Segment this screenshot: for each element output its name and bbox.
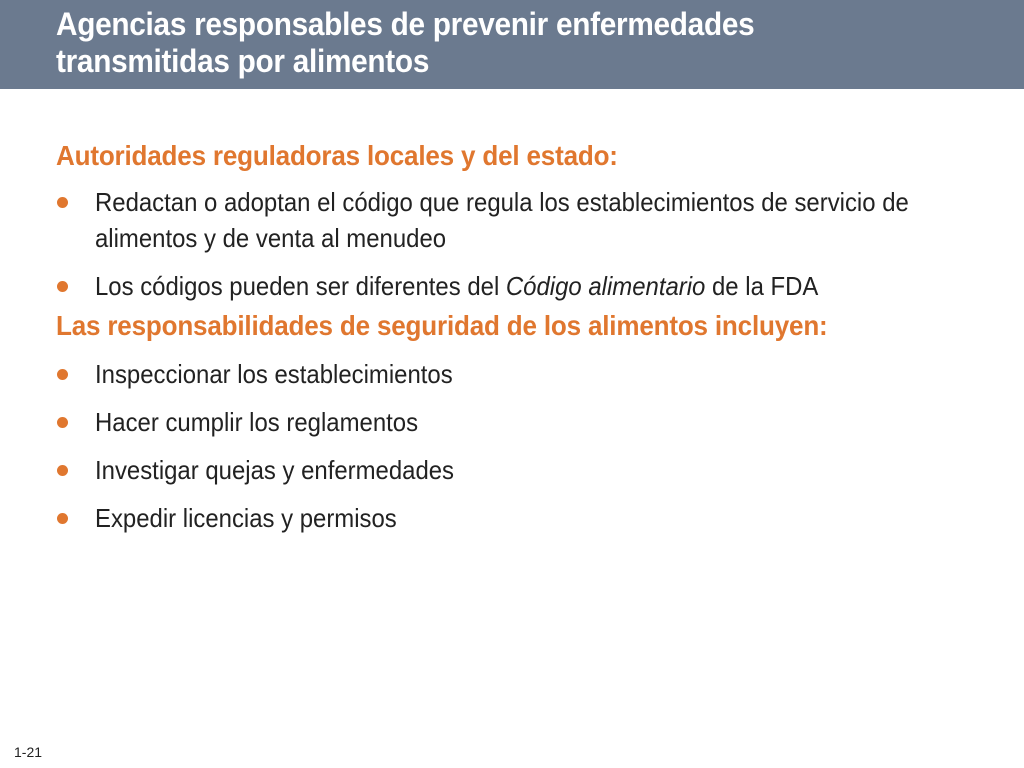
list-item-text-end: de la FDA — [705, 271, 819, 301]
bullet-dot-icon — [57, 197, 68, 208]
list-item-text: Investigar quejas y enfermedades — [95, 455, 455, 485]
list-item-text-start: Los códigos pueden ser diferentes del — [95, 271, 506, 301]
list-item — [56, 452, 976, 488]
title-bar — [0, 0, 1024, 89]
bullet-dot-icon — [57, 513, 68, 524]
list-item-text: Hacer cumplir los reglamentos — [95, 407, 419, 437]
food-code-italic: Código alimentario — [505, 271, 706, 301]
list-item-text: Expedir licencias y permisos — [95, 503, 397, 533]
bullet-list-responsibilities — [56, 356, 976, 536]
bullet-list-regulatory-authorities — [56, 184, 976, 304]
list-item-text — [95, 268, 960, 304]
page-number: 1-21 — [14, 744, 43, 760]
slide-content — [56, 136, 976, 536]
bullet-dot-icon — [57, 465, 68, 476]
list-item — [56, 500, 976, 536]
list-item-text: Inspeccionar los establecimientos — [95, 359, 453, 389]
bullet-dot-icon — [57, 417, 68, 428]
list-item — [56, 268, 976, 304]
list-item — [56, 356, 976, 392]
bullet-dot-icon — [57, 281, 68, 292]
section-heading-regulatory-authorities: Autoridades reguladoras locales y del estado: — [56, 140, 618, 171]
list-item — [56, 404, 976, 440]
bullet-dot-icon — [57, 369, 68, 380]
list-item — [56, 184, 976, 256]
list-item-text: Redactan o adoptan el código que regula los establecimientos de servicio de alimentos y de venta al menudeo — [95, 187, 909, 253]
section-heading-responsibilities: Las responsabilidades de seguridad de los alimentos incluyen: — [56, 310, 828, 341]
slide-title: Agencias responsables de prevenir enfermedades transmitidas por alimentos — [56, 6, 755, 79]
